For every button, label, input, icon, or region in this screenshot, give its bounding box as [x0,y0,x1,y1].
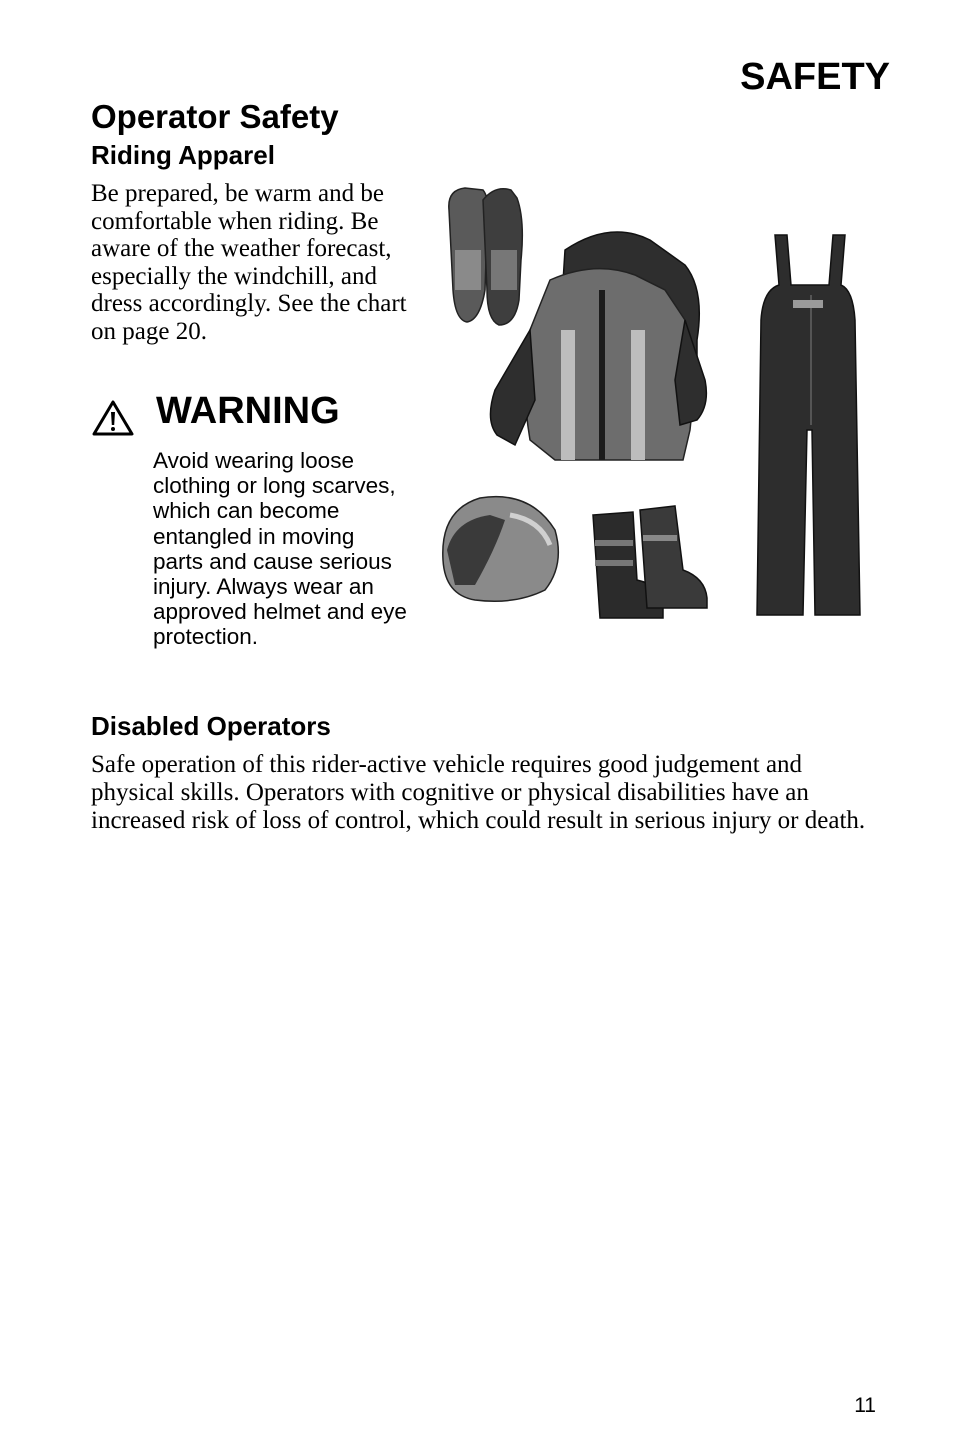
disabled-operators-text: Safe operation of this rider-active vehicle requires good judgement and physical skills. Operators with cognitive or physical disabilities have an increased risk of loss of control, which could result in serious injury or death. [91,751,866,834]
disabled-operators-heading: Disabled Operators [91,711,331,741]
riding-apparel-heading: Riding Apparel [91,140,275,170]
jacket-icon [490,232,706,460]
warning-text: Avoid wearing loose clothing or long scarves, which can become entangled in moving parts and cause serious injury. Always wear an approved helmet and eye protection. [153,448,407,650]
page-number: 11 [854,1394,876,1417]
warning-title: WARNING [156,390,340,432]
gloves-icon [449,188,523,325]
bib-pants-icon [757,235,860,615]
helmet-icon [443,497,559,602]
warning-triangle-icon [92,400,134,436]
section-header: SAFETY [740,56,890,98]
riding-apparel-text: Be prepared, be warm and be comfortable when riding. Be aware of the weather forecast, especially the windchill, and dress accordingly. See the chart on page 20. [91,180,407,345]
operator-safety-heading: Operator Safety [91,98,339,135]
riding-apparel-illustration [435,180,885,625]
boots-icon [593,506,707,618]
